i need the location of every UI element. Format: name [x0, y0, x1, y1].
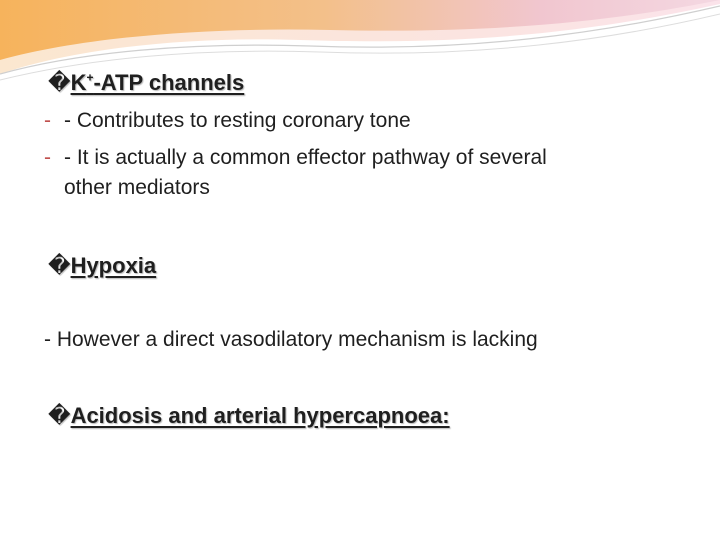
section-marker: �	[48, 403, 71, 428]
heading-text: Hypoxia	[70, 253, 157, 278]
section-marker: �	[48, 253, 71, 278]
section-heading-acidosis	[48, 403, 450, 429]
heading-text: Acidosis and arterial hypercapnoea:	[70, 403, 450, 428]
section-heading-hypoxia	[48, 253, 156, 279]
bullet-text-line: other mediators	[64, 176, 210, 199]
bullet-dash: -	[44, 109, 51, 132]
heading-k: K	[70, 70, 87, 95]
section-marker: �	[48, 70, 71, 95]
bullet-text-line: - Contributes to resting coronary tone	[64, 109, 411, 132]
section-heading-katp	[48, 70, 244, 96]
heading-atp-channels: -ATP channels	[93, 70, 245, 95]
note-text: - However a direct vasodilatory mechanism is lacking	[44, 328, 538, 351]
bullet-item	[44, 143, 684, 203]
heading-k-superscript: +	[86, 70, 94, 85]
bullet-text-line: - It is actually a common effector pathway of several	[64, 146, 547, 169]
bullet-item	[44, 106, 684, 136]
bullet-dash: -	[44, 146, 51, 169]
